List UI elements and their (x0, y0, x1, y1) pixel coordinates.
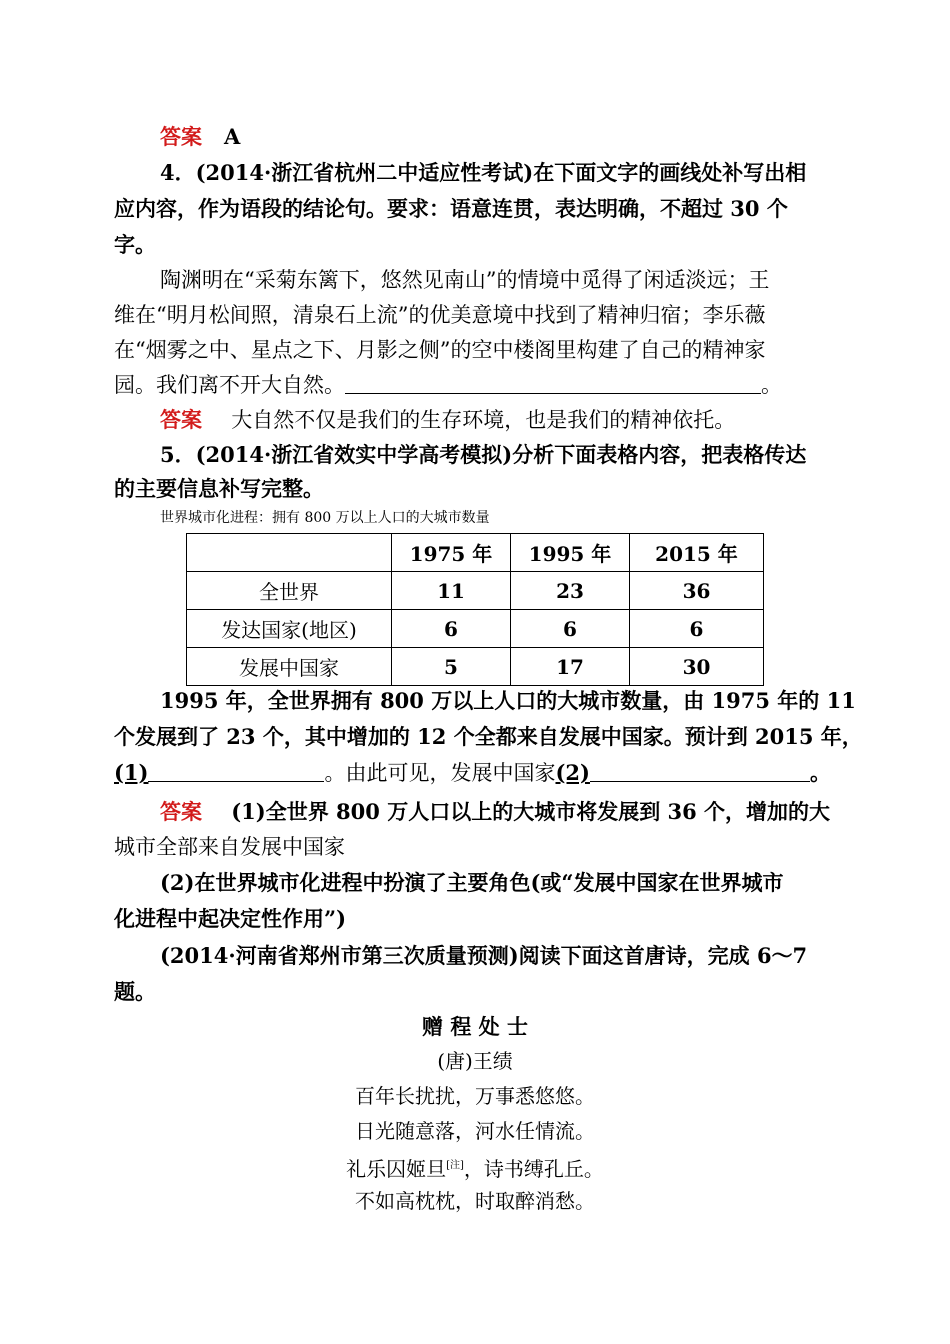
q5-para1: 1995 年，全世界拥有 800 万以上人口的大城市数量，由 1975 年的 11 (160, 688, 856, 713)
table-header: 1995 年 (511, 534, 630, 572)
q5-blanks-line (114, 758, 831, 788)
q67-line2: 题。 (114, 979, 156, 1004)
answer-text: 大自然不仅是我们的生存环境，也是我们的精神依托。 (231, 408, 736, 432)
poem-line3-a: 礼乐囚姬旦 (346, 1157, 447, 1181)
table-header: 1975 年 (392, 534, 511, 572)
poem-author: (唐)王绩 (437, 1049, 513, 1073)
q4-passage4-end: 。 (761, 373, 782, 397)
poem-line3-b: ，诗书缚孔丘。 (463, 1157, 604, 1181)
q5-answer2a: (2)在世界城市化进程中扮演了主要角色(或“发展中国家在世界城市 (160, 870, 784, 895)
city-table (186, 533, 764, 686)
q4-passage4 (114, 370, 782, 400)
q5-para2: 个发展到了 23 个，其中增加的 12 个全都来自发展中国家。预计到 2015 年， (114, 724, 863, 749)
answer-text: (1)全世界 800 万人口以上的大城市将发展到 36 个，增加的大 (231, 799, 831, 824)
poem-line1: 百年长扰扰，万事悉悠悠。 (355, 1084, 595, 1108)
q67-line1: (2014·河南省郑州市第三次质量预测)阅读下面这首唐诗，完成 6～7 (160, 943, 808, 968)
q4-passage4-text: 园。我们离不开大自然。 (114, 373, 345, 397)
blank1 (148, 761, 324, 782)
table-cell: 36 (630, 572, 764, 610)
table-cell: 6 (511, 610, 630, 648)
table-cell (187, 534, 392, 572)
table-cell: 6 (630, 610, 764, 648)
q4-passage3: 在“烟雾之中、星点之下、月影之侧”的空中楼阁里构建了自己的精神家 (114, 338, 766, 362)
table-row (187, 572, 764, 610)
row-label: 全世界 (187, 572, 392, 610)
poem-title: 赠 程 处 士 (422, 1014, 528, 1039)
q4-passage2: 维在“明月松间照，清泉石上流”的优美意境中找到了精神归宿；李乐薇 (114, 303, 766, 327)
row-label: 发展中国家 (187, 648, 392, 686)
q5-answer1b: 城市全部来自发展中国家 (114, 835, 345, 859)
blank1-label: (1) (114, 760, 149, 785)
q5-answer2b: 化进程中起决定性作用”) (114, 906, 347, 931)
q4-line1: 4．(2014·浙江省杭州二中适应性考试)在下面文字的画线处补写出相 (160, 160, 807, 185)
end-text: 。 (809, 760, 831, 785)
note-marker: [注] (446, 1160, 464, 1171)
q4-line2: 应内容，作为语段的结论句。要求：语意连贯，表达明确，不超过 30 个 (114, 196, 788, 221)
blank2-label: (2) (555, 760, 590, 785)
answer-a (160, 122, 240, 152)
table-cell: 23 (511, 572, 630, 610)
q5-line2: 的主要信息补写完整。 (114, 476, 324, 501)
poem-line3 (0, 1151, 950, 1184)
q5-line1: 5．(2014·浙江省效实中学高考模拟)分析下面表格内容，把表格传达 (160, 442, 807, 467)
table-row (187, 610, 764, 648)
row-label: 发达国家(地区) (187, 610, 392, 648)
answer-label: 答案 (160, 124, 202, 149)
table-cell: 5 (392, 648, 511, 686)
table-cell: 6 (392, 610, 511, 648)
mid-text: 。由此可见，发展中国家 (324, 761, 556, 785)
table-cell: 11 (392, 572, 511, 610)
poem-line2: 日光随意落，河水任情流。 (355, 1119, 595, 1143)
table-row (187, 648, 764, 686)
answer-value: A (223, 124, 241, 149)
q5-answer1a (160, 797, 830, 827)
table-header: 2015 年 (630, 534, 764, 572)
poem-line4: 不如高枕枕，时取醉消愁。 (355, 1189, 595, 1213)
answer-label: 答案 (160, 407, 202, 432)
blank2 (590, 761, 810, 782)
table-caption: 世界城市化进程：拥有 800 万以上人口的大城市数量 (160, 510, 490, 526)
q4-passage1: 陶渊明在“采菊东篱下，悠然见南山”的情境中觅得了闲适淡远；王 (160, 268, 770, 292)
table-cell: 30 (630, 648, 764, 686)
q4-answer-blank (345, 373, 761, 394)
answer-label: 答案 (160, 799, 202, 824)
table-header-row (187, 534, 764, 572)
q4-line3: 字。 (114, 232, 156, 257)
table-cell: 17 (511, 648, 630, 686)
q4-answer (160, 405, 735, 435)
